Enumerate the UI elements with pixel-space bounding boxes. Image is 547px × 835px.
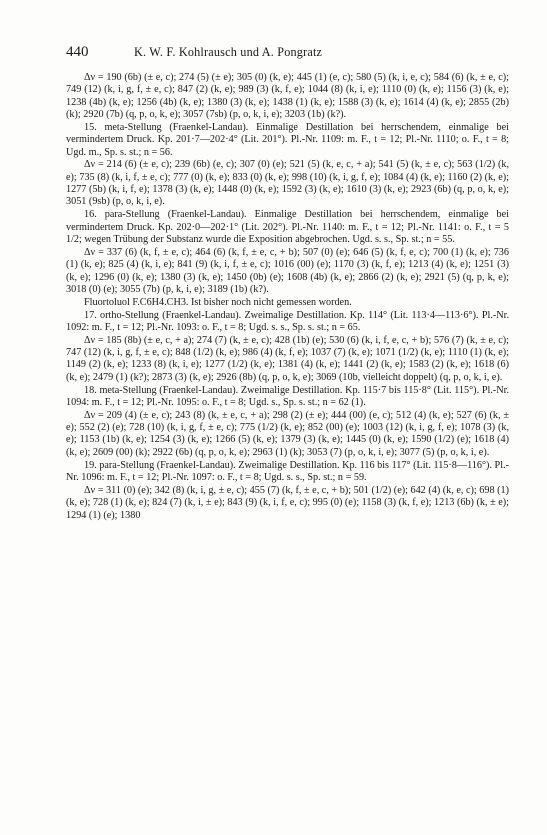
section-16-para: 16. para-Stellung (Fraenkel-Landau). Einmalige Destillation bei herrschendem, einmalige bei vermindertem Druck. Kp. 202·0—202·1° (Lit. 202°). Pl.-Nr. 1140: m. F., t = 12; Pl.-Nr. 1141: o. F., t = 5 1/2; wegen Trübung der Substanz wurde die Exposition abgebrochen. Ugd. s. s., Sp. st.; n = 55. xyxy=(66,209,509,245)
page-header xyxy=(66,44,507,61)
section-17-ortho: 17. ortho-Stellung (Fraenkel-Landau). Zweimalige Destillation. Kp. 114° (Lit. 113·4—113·6°). Pl.-Nr. 1092: m. F., t = 12; Pl.-Nr. 1093: o. F., t = 8; Ugd. s. s., Sp. s. st.; n = 65. xyxy=(66,309,509,333)
raman-data-paragraph: Δν = 337 (6) (k, f, ± e, c); 464 (6) (k, f, ± e, c, + b); 507 (0) (e); 646 (5) (k, f, e, c); 700 (1) (k, e); 736 (1) (k, e); 825 (4) (k, i, e); 841 (9) (k, i, f, ± e, c); 1016 (00) (e); 1170 (3) (k, f, e); 1213 (4) (k, e); 1251 (3) (k, e); 1296 (0) (k, e); 1380 (3) (k, e); 1450 (0b) (e); 1608 (4b) (k, e); 2866 (2) (k, e); 2921 (5) (q, p, k, e); 3018 (0) (e); 3055 (7b) (p, k, i, e); 3189 (1b) (k?). xyxy=(66,246,509,295)
body-text xyxy=(66,72,509,522)
raman-data-paragraph: Δν = 185 (8b) (± e, c, + a); 274 (7) (k, ± e, c); 428 (1b) (e); 530 (6) (k, i, f, e, c, + b); 576 (7) (k, ± e, c); 747 (12) (k, i, g, f, ± e, c); 848 (1/2) (k, e); 986 (4) (k, f, e); 1037 (7) (k, e); 1071 (1/2) (k, e); 1110 (1) (k, e); 1149 (2) (k, e); 1233 (8) (k, i, e); 1277 (1/2) (k, e); 1381 (4) (k, e); 1441 (2) (k, e); 1583 (2) (k, e); 1618 (6) (k, e); 2479 (1) (k?); 2873 (3) (k, e); 2926 (8b) (q, p, o, k, e); 3069 (10b, vielleicht doppelt) (q, p, o, k, i, e). xyxy=(66,334,509,383)
fluortoluol-note: Fluortoluol F.C6H4.CH3. Ist bisher noch nicht gemessen worden. xyxy=(84,296,352,308)
section-15-meta: 15. meta-Stellung (Fraenkel-Landau). Einmalige Destillation bei herrschendem, einmalige bei vermindertem Druck. Kp. 201·7—202·4° (Lit. 201°). Pl.-Nr. 1109: m. F., t = 12; Pl.-Nr. 1110; o. F., t = 8; Ugd. m., Sp. s. st.; n = 56. xyxy=(66,121,509,158)
section-18-meta: 18. meta-Stellung (Fraenkel-Landau). Zweimalige Destillation. Kp. 115·7 bis 115·8° (Lit. 115°). Pl.-Nr. 1094: m. F., t = 12; Pl.-Nr. 1095: o. F., t = 8; Ugd. s., Sp. s. st.; n = 62 (1). xyxy=(66,384,509,408)
raman-data-paragraph: Δν = 190 (6b) (± e, c); 274 (5) (± e); 305 (0) (k, e); 445 (1) (e, c); 580 (5) (k, i, e, c); 584 (6) (k, ± e, c); 749 (12) (k, i, g, f, ± e, c); 847 (2) (k, e); 989 (3) (k, f, e); 1044 (8) (k, i, e); 1110 (0) (k, e); 1156 (3) (k, e); 1238 (4b) (k, e); 1256 (4b) (k, e); 1380 (3) (k, e); 1438 (1) (k, e); 1588 (3) (k, e); 1614 (4) (k, e); 2855 (2b) (k); 2920 (7b) (q, p, o, k, e); 3057 (7sb) (p, o, k, i, e); 3203 (1b) (k?). xyxy=(66,72,509,121)
raman-data-paragraph: Δν = 209 (4) (± e, c); 243 (8) (k, ± e, c, + a); 298 (2) (± e); 444 (00) (e, c); 512 (4) (k, e); 527 (6) (k, ± e); 552 (2) (e); 728 (10) (k, i, g, f, ± e, c); 775 (1/2) (k, e); 852 (00) (e); 1003 (12) (k, i, g, f, e); 1078 (3) (k, e); 1153 (1b) (k, e); 1254 (3) (k, e); 1266 (5) (k, e); 1379 (3) (k, e); 1445 (0) (k, e); 1590 (1/2) (e); 1618 (4) (k, e); 2609 (00) (k); 2922 (6b) (q, p, o, k, e); 2963 (1) (k); 3053 (7) (p, o, k, i, e); 3077 (5) (p, o, k, i, e). xyxy=(66,409,509,458)
raman-data-paragraph: Δν = 214 (6) (± e, c); 239 (6b) (e, c); 307 (0) (e); 521 (5) (k, e, c, + a); 541 (5) (k, ± e, c); 563 (1/2) (k, e); 735 (8) (k, i, f, ± e, c); 777 (0) (k, e); 833 (0) (k, e); 998 (10) (k, i, g, f, e); 1084 (4) (k, e); 1160 (2) (k, e); 1277 (5b) (k, i, f, e); 1378 (3) (k, e); 1448 (0) (k, e); 1592 (3) (k, e); 1610 (3) (k, e); 2923 (6b) (q, p, o, k, e); 3051 (9sb) (p, o, k, i, e). xyxy=(66,159,509,208)
section-19-para: 19. para-Stellung (Fraenkel-Landau). Zweimalige Destillation. Kp. 116 bis 117° (Lit. 115·8—116°). Pl.-Nr. 1096: m. F., t = 12; Pl.-Nr. 1097: o. F., t = 8; Ugd. s. s., Sp. st.; n = 59. xyxy=(66,459,509,483)
page-number: 440 xyxy=(66,44,89,60)
running-head: K. W. F. Kohlrausch und A. Pongratz xyxy=(134,45,323,59)
raman-data-paragraph: Δν = 311 (0) (e); 342 (8) (k, i, g, ± e, c); 455 (7) (k, f, ± e, c, + b); 501 (1/2) (e); 642 (4) (k, e, c); 698 (1) (k, e); 728 (1) (k, e); 824 (7) (k, i, ± e); 843 (9) (k, i, f, e, c); 995 (0) (e); 1158 (3) (k, f, e); 1213 (6b) (k, ± e); 1294 (1) (e); 1380 xyxy=(66,484,509,521)
